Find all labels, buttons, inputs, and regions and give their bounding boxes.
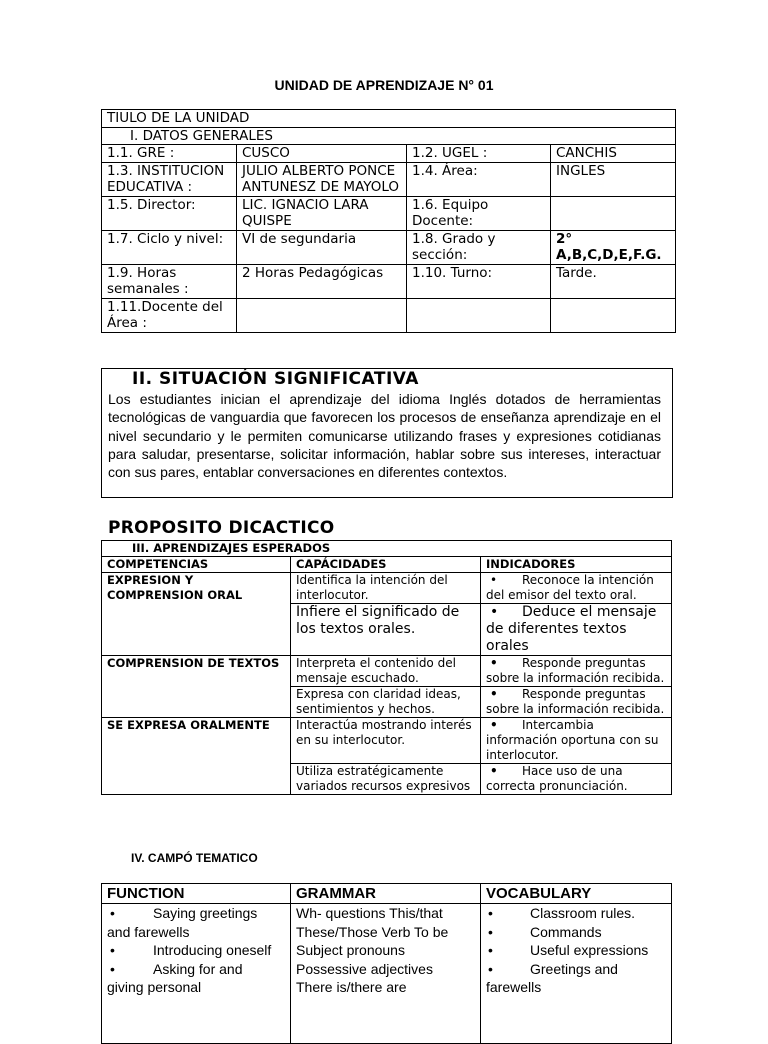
- capacidad-cell: Identifica la intención del interlocutor.: [291, 573, 481, 604]
- capacidad-cell: Interpreta el contenido del mensaje escuchado.: [291, 656, 481, 687]
- capacidad-cell: Utiliza estratégicamente variados recursos expresivos: [291, 764, 481, 795]
- director-label: 1.5. Director:: [102, 196, 237, 230]
- vocabulary-text: Classroom rules.: [530, 905, 636, 921]
- table-row: [102, 718, 672, 764]
- learning-table: [101, 540, 672, 795]
- competencias-header: COMPETENCIAS: [102, 557, 291, 573]
- ugel-value: CANCHIS: [551, 145, 676, 163]
- situation-body: Los estudiantes inician el aprendizaje del idioma Inglés dotados de herramientas tecnológicas de vanguardia que favorecen los procesos de enseñanza aprendizaje en el nivel secundario y le permiten comunicarse utilizando frases y expresiones cotidianas para saludar, presentarse, solicitar información, hablar sobre sus intereses, interactuar con sus pares, entablar conversaciones en diferentes contextos.: [108, 391, 661, 481]
- indicador-text: Deduce el mensaje de diferentes textos orales: [486, 604, 657, 654]
- indicador-cell: [481, 764, 672, 795]
- bullet: •: [488, 942, 493, 958]
- bullet: •: [488, 905, 493, 921]
- list-item: [107, 904, 285, 923]
- learning-section-label: III. APRENDIZAJES ESPERADOS: [102, 541, 672, 557]
- function-text: Introducing oneself: [153, 942, 272, 958]
- shift-value: Tarde.: [551, 264, 676, 298]
- vocabulary-text: Greetings and: [530, 960, 618, 977]
- vocabulary-list: [481, 904, 672, 1044]
- function-list: [102, 904, 291, 1044]
- grade-value: 2° A,B,C,D,E,F.G.: [551, 230, 676, 264]
- indicadores-header: INDICADORES: [481, 557, 672, 573]
- capacidad-cell: Expresa con claridad ideas, sentimientos y hechos.: [291, 687, 481, 718]
- capacidad-cell: Infiere el significado de los textos orales.: [291, 604, 481, 656]
- bullet: •: [488, 923, 493, 940]
- institution-label: 1.3. INSTITUCION EDUCATIVA :: [102, 162, 237, 196]
- bullet: •: [490, 687, 498, 701]
- situation-heading: II. SITUACIÓN SIGNIFICATIVA: [132, 369, 419, 389]
- grammar-header: GRAMMAR: [291, 884, 481, 904]
- indicador-text: Intercambia información oportuna con su interlocutor.: [486, 718, 659, 762]
- capacidades-header: CAPÁCIDADES: [291, 557, 481, 573]
- list-item: Wh- questions This/that: [296, 905, 443, 921]
- table-row: [102, 656, 672, 687]
- bullet: •: [490, 764, 498, 778]
- bullet: •: [488, 960, 493, 977]
- area-label: 1.4. Área:: [407, 162, 551, 196]
- list-item-cont: and farewells: [107, 923, 190, 940]
- list-item: Possessive adjectives: [296, 960, 433, 977]
- purpose-title: PROPOSITO DICACTICO: [108, 518, 335, 538]
- shift-label: 1.10. Turno:: [407, 264, 551, 298]
- list-item: [486, 960, 666, 979]
- competencia-cell: EXPRESION Y COMPRENSION ORAL: [102, 573, 291, 656]
- indicador-cell: [481, 604, 672, 656]
- empty-cell: [551, 298, 676, 332]
- grammar-list: [291, 904, 481, 1044]
- table-row: [102, 573, 672, 604]
- indicador-text: Responde preguntas sobre la información recibida.: [486, 687, 665, 716]
- hours-value: 2 Horas Pedagógicas: [237, 264, 407, 298]
- list-item: [107, 960, 285, 979]
- function-header: FUNCTION: [102, 884, 291, 904]
- bullet: •: [490, 604, 499, 620]
- competencia-cell: COMPRENSION DE TEXTOS: [102, 656, 291, 718]
- indicador-cell: [481, 718, 672, 764]
- cycle-value: VI de segundaria: [237, 230, 407, 264]
- list-item: These/Those Verb To be: [296, 923, 449, 940]
- capacidad-cell: Interactúa mostrando interés en su interlocutor.: [291, 718, 481, 764]
- hours-label: 1.9. Horas semanales :: [102, 264, 237, 298]
- indicador-text: Reconoce la intención del emisor del texto oral.: [486, 573, 654, 602]
- vocabulary-text: Useful expressions: [530, 942, 649, 958]
- institution-value: JULIO ALBERTO PONCE ANTUNESZ DE MAYOLO: [237, 162, 407, 196]
- indicador-cell: [481, 573, 672, 604]
- grade-label: 1.8. Grado y sección:: [407, 230, 551, 264]
- gre-label: 1.1. GRE :: [102, 145, 237, 163]
- list-item: [107, 941, 285, 960]
- unit-title-label: TIULO DE LA UNIDAD: [102, 110, 676, 128]
- list-item: [486, 923, 666, 942]
- general-data-table: [101, 109, 676, 333]
- teacher-label: 1.11.Docente del Área :: [102, 298, 237, 332]
- bullet: •: [110, 905, 115, 921]
- teacher-value: [237, 298, 407, 332]
- list-item: [486, 941, 666, 960]
- team-value: [551, 196, 676, 230]
- empty-cell: [407, 298, 551, 332]
- ugel-label: 1.2. UGEL :: [407, 145, 551, 163]
- area-value: INGLES: [551, 162, 676, 196]
- document-title: UNIDAD DE APRENDIZAJE N° 01: [274, 77, 494, 93]
- general-section-label: I. DATOS GENERALES: [102, 127, 676, 145]
- bullet: •: [110, 942, 115, 958]
- director-value: LIC. IGNACIO LARA QUISPE: [237, 196, 407, 230]
- situation-box: [101, 368, 673, 498]
- vocabulary-header: VOCABULARY: [481, 884, 672, 904]
- indicador-cell: [481, 687, 672, 718]
- team-label: 1.6. Equipo Docente:: [407, 196, 551, 230]
- bullet: •: [490, 573, 498, 587]
- cycle-label: 1.7. Ciclo y nivel:: [102, 230, 237, 264]
- function-text: Saying greetings: [153, 905, 258, 921]
- vocabulary-text: Commands: [530, 923, 602, 940]
- list-item: [486, 904, 666, 923]
- indicador-text: Hace uso de una correcta pronunciación.: [486, 764, 628, 793]
- bullet: •: [490, 656, 498, 670]
- indicador-cell: [481, 656, 672, 687]
- list-item-cont: farewells: [486, 979, 542, 995]
- list-item: Subject pronouns: [296, 942, 405, 958]
- gre-value: CUSCO: [237, 145, 407, 163]
- list-item: There is/there are: [296, 979, 407, 995]
- thematic-table: [101, 883, 672, 1044]
- bullet: •: [490, 718, 498, 732]
- list-item-cont: giving personal: [107, 979, 202, 995]
- competencia-cell: SE EXPRESA ORALMENTE: [102, 718, 291, 795]
- bullet: •: [110, 960, 115, 977]
- function-text: Asking for and: [153, 960, 243, 977]
- indicador-text: Responde preguntas sobre la información recibida.: [486, 656, 665, 685]
- thematic-field-title: IV. CAMPÓ TEMATICO: [131, 851, 258, 865]
